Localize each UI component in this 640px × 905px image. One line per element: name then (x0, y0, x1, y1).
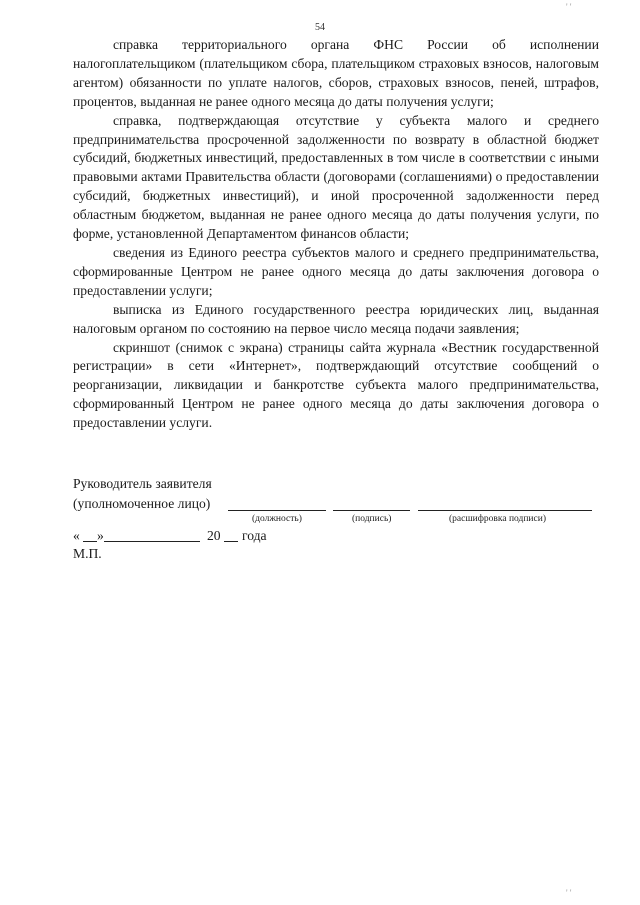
caption-signature: (подпись) (352, 514, 392, 524)
stamp-place: М.П. (73, 546, 102, 561)
position-line (228, 510, 326, 511)
date-month-line (104, 541, 200, 542)
date-day-line (83, 541, 97, 542)
paragraph-screenshot: скриншот (снимок с экрана) страницы сайта журнала «Вестник государственной регистрации» в сети «Интернет», подтверждающий отсутствие сообщений о реорганизации, ликвидации и банкротстве субъекта малого предпринимательства, сформированный Центром не ранее одного месяца до даты заключения договора о предоставлении услуги. (73, 339, 599, 431)
date-year-prefix: 20 (207, 528, 221, 543)
signatory-subtitle: (уполномоченное лицо) (73, 496, 211, 511)
caption-position: (должность) (252, 514, 302, 524)
date-open-quote: « (73, 528, 80, 543)
date-year-line (224, 541, 238, 542)
decoding-line (418, 510, 592, 511)
date-close-quote: » (97, 528, 104, 543)
caption-decoding: (расшифровка подписи) (449, 514, 546, 524)
paragraph-egrul-extract: выписка из Единого государственного реестра юридических лиц, выданная налоговым органом по состоянию на первое число месяца подачи заявления; (73, 301, 599, 336)
signatory-title: Руководитель заявителя (73, 476, 212, 491)
scan-mark-bottom: ' ' (566, 888, 572, 898)
paragraph-tax-certificate: справка территориального органа ФНС России об исполнении налогоплательщиком (плательщиком сбора, плательщиком страховых взносов, налоговым агентом) обязанности по уплате налогов, сборов, страховых взносов, пеней, штрафов, процентов, выданная не ранее одного месяца до даты получения услуги; (73, 37, 599, 109)
scan-mark-top: ' ' (566, 2, 572, 12)
page-number: 54 (315, 22, 325, 33)
date-year-suffix: года (242, 528, 267, 543)
paragraph-sme-register: сведения из Единого реестра субъектов малого и среднего предпринимательства, сформированные Центром не ранее одного месяца до даты заключения договора о предоставлении услуги; (73, 244, 599, 298)
signature-line (333, 510, 410, 511)
paragraph-no-debt-certificate: справка, подтверждающая отсутствие у субъекта малого и среднего предпринимательства просроченной задолженности по возврату в областной бюджет субсидий, бюджетных инвестиций, предоставленных в том числе в соответствии с иными правовыми актами Правительства области (договорами (соглашениями) о предоставлении субсидий, бюджетных инвестиций), и иной просроченной задолженности перед областным бюджетом, выданная не ранее одного месяца до даты получения услуги, по форме, установленной Департаментом финансов области; (73, 112, 599, 242)
document-body (73, 36, 599, 433)
